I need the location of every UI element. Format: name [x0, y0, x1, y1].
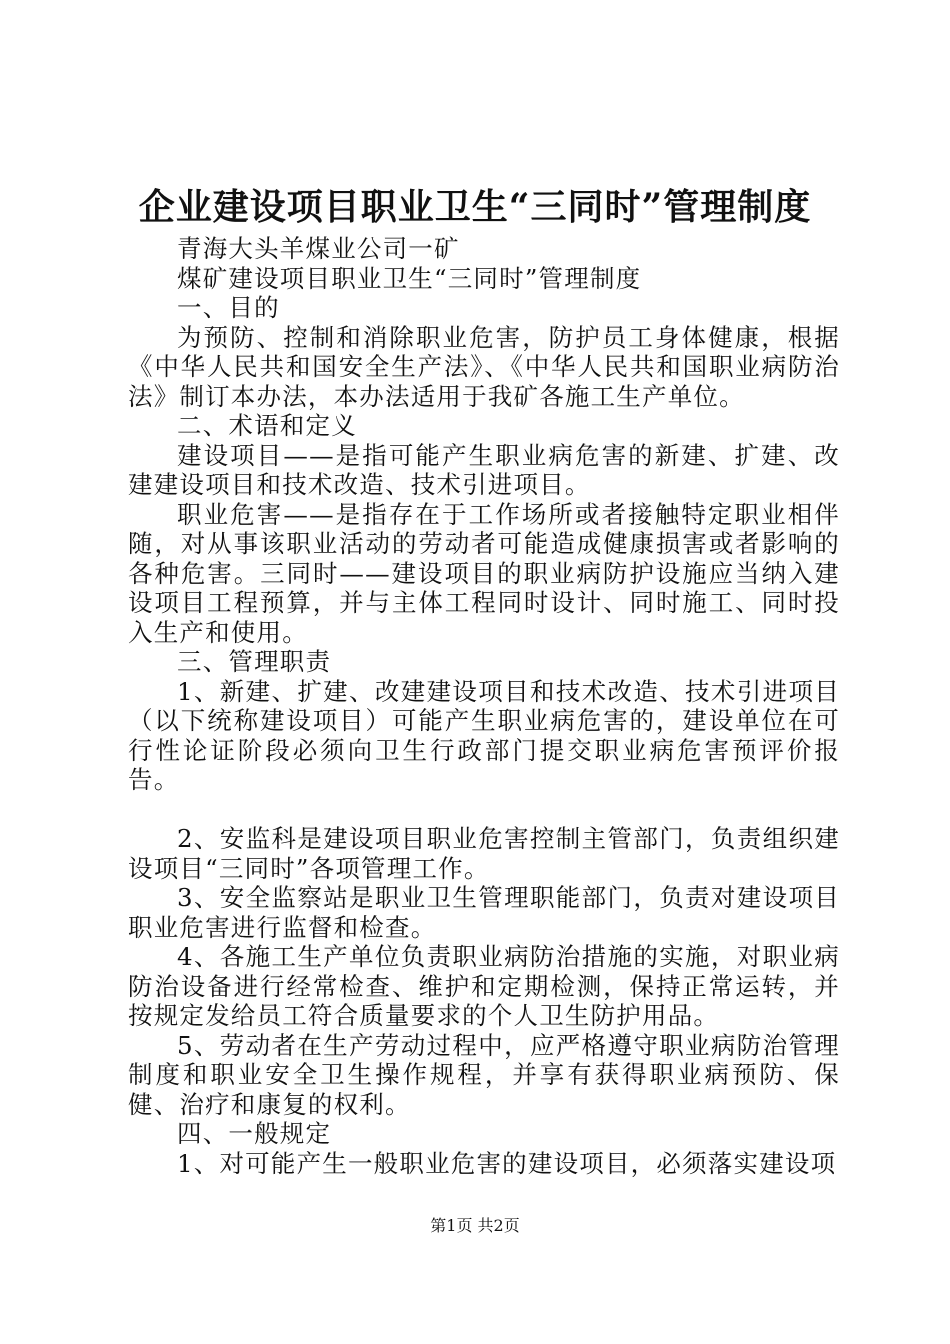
paragraph-term-hazard: 职业危害——是指存在于工作场所或者接触特定职业相伴随，对从事该职业活动的劳动者可能造成健康损害或者影响的各种危害。三同时——建设项目的职业病防护设施应当纳入建设项目工程预算，并与主体工程同时设计、同时施工、同时投入生产和使用。 — [128, 499, 840, 647]
document-title: 企业建设项目职业卫生“三同时”管理制度 — [138, 186, 812, 228]
subtitle-line: 煤矿建设项目职业卫生“三同时”管理制度 — [177, 263, 642, 293]
paragraph-duty-1: 1、新建、扩建、改建建设项目和技术改造、技术引进项目（以下统称建设项目）可能产生职业病危害的，建设单位在可行性论证阶段必须向卫生行政部门提交职业病危害预评价报告。 — [128, 676, 840, 794]
paragraph-duty-5: 5、劳动者在生产劳动过程中，应严格遵守职业病防治管理制度和职业安全卫生操作规程，并享有获得职业病预防、保健、治疗和康复的权利。 — [128, 1030, 840, 1119]
section-heading-duties: 三、管理职责 — [177, 647, 332, 676]
section-heading-purpose: 一、目的 — [177, 293, 280, 322]
paragraph-term-project: 建设项目——是指可能产生职业病危害的新建、扩建、改建建设项目和技术改造、技术引进项目。 — [128, 440, 840, 499]
section-heading-general: 四、一般规定 — [177, 1119, 332, 1148]
section-heading-terms: 二、术语和定义 — [177, 411, 357, 440]
company-line: 青海大头羊煤业公司一矿 — [177, 234, 460, 263]
blank-line — [128, 795, 840, 825]
document-body — [128, 234, 840, 1178]
paragraph-general-1: 1、对可能产生一般职业危害的建设项目，必须落实建设项 — [177, 1148, 837, 1178]
paragraph-purpose: 为预防、控制和消除职业危害，防护员工身体健康，根据《中华人民共和国安全生产法》、《中华人民共和国职业病防治法》制订本办法，本办法适用于我矿各施工生产单位。 — [128, 322, 840, 411]
paragraph-duty-4: 4、各施工生产单位负责职业病防治措施的实施，对职业病防治设备进行经常检查、维护和定期检测，保持正常运转，并按规定发给员工符合质量要求的个人卫生防护用品。 — [128, 942, 840, 1030]
paragraph-duty-3: 3、安全监察站是职业卫生管理职能部门，负责对建设项目职业危害进行监督和检查。 — [128, 883, 840, 942]
paragraph-duty-2: 2、安监科是建设项目职业危害控制主管部门，负责组织建设项目“三同时”各项管理工作。 — [128, 824, 840, 883]
page-number: 第1页 共2页 — [430, 1216, 520, 1235]
